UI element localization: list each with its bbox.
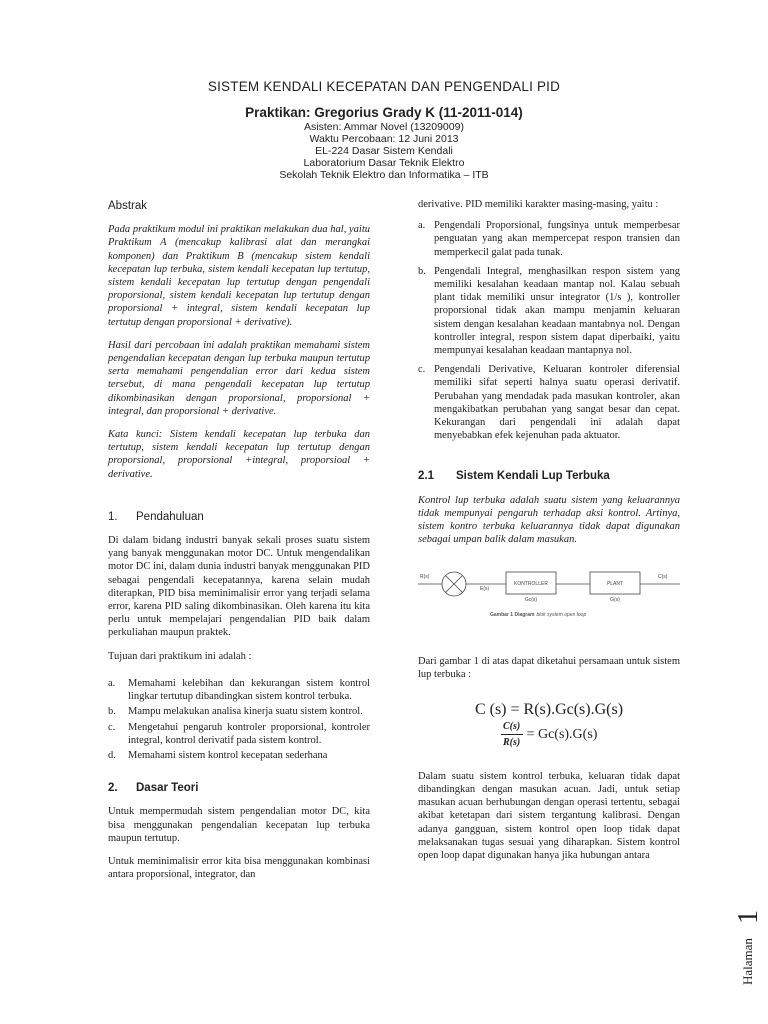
section-2-heading [108, 782, 370, 795]
figure-caption: Gambar 1 Diagram blok system open loop [490, 612, 587, 619]
abstract-paragraph-2: Hasil dari percobaan ini adalah praktikan memahami sistem pengendalian kecepatan dengan lup terbuka maupun tertutup serta memahami pengendalian error dari kedua sistem tersebut, di mana pengendali kecepatan lup tertutup dikombinasikan dengan proporsional, proporsional + integral, dan proporsional + derivative. [108, 339, 370, 417]
g-label: G(s) [610, 597, 620, 604]
output-label: C(s) [658, 574, 668, 581]
left-column [108, 200, 370, 891]
controller-label: KONTROLLER [514, 581, 548, 588]
list-item: d. Memahami sistem kontrol kecepatan sederhana [108, 749, 328, 761]
theory-paragraph-1: Untuk mempermudah sistem pengendalian motor DC, kita bisa menggunakan pengendalian kecepatan lup terbuka maupun tertutup. [108, 806, 370, 844]
assistant-line: Asisten: Ammar Novel (13209009) [304, 121, 464, 133]
goals-intro: Tujuan dari praktikum ini adalah : [108, 650, 252, 662]
list-item: b. Mampu melakukan analisa kinerja suatu sistem kontrol. [108, 706, 363, 718]
gc-label: Gc(s) [524, 597, 538, 604]
plant-label: PLANT [606, 581, 624, 588]
pid-list [418, 219, 680, 442]
list-item: c. Mengetahui pengaruh kontroler proporsional, kontroler integral, kontrol derivatif pada sistem kontrol. [108, 721, 370, 746]
school-line: Sekolah Teknik Elektro dan Informatika – ITB [279, 169, 489, 181]
section-1-title: Pendahuluan [136, 510, 204, 523]
equation-2: $\frac{C(s)}{R(s)}$ = Gc(s).G(s) [418, 720, 680, 749]
course-line: EL-224 Dasar Sistem Kendali [315, 145, 453, 157]
equation-1: C (s) = R(s).Gc(s).G(s) [474, 701, 624, 719]
list-item: c. Pengendali Derivative, Keluaran kontroler diferensial memiliki sifat seperti halnya suatu operasi derivatif. Perubahan yang mendadak pada masukan kontroler, akan mengakibatkan perubahan yang sangat besar dan cepat. Kekurangan dari pengendali ini adalah dapat menyebabkan efek kejenuhan pada aktuator. [418, 364, 680, 442]
page-label: Halaman [740, 938, 755, 985]
section-2-1-title: Sistem Kendali Lup Terbuka [456, 470, 610, 483]
right-column [418, 198, 680, 872]
theory-paragraph-2: Untuk meminimalisir error kita bisa menggunakan kombinasi antara proporsional, integrator, dan [108, 855, 370, 881]
date-line: Waktu Percobaan: 12 Juni 2013 [309, 133, 459, 145]
goals-list [108, 677, 370, 762]
abstract-heading: Abstrak [108, 200, 147, 212]
pid-intro: derivative. PID memiliki karakter masing-masing, yaitu : [418, 199, 659, 210]
list-item: a. Memahami kelebihan dan kekurangan sistem kontrol lingkar tertutup dibandingkan sistem kontrol terbuka. [108, 677, 370, 703]
keywords: Kata kunci: Sistem kendali kecepatan lup terbuka dan tertutup, sistem kendali kecepatan lup tertutup dengan proporsional, proporsional +integral, proporsioal + derivative. [108, 429, 370, 480]
abstract-paragraph-1: Pada praktikum modul ini praktikan melakukan dua hal, yaitu Praktikum A (mencakup kalibrasi alat dan merangkai komponen) dan Praktikum B (mencakup sistem kendali kecepatan lup terbuka, sistem kendali kecepatan lup tertutup, sistem kendali kecepatan lup tertutup dengan pengendali proporsional, sistem kendali kecepatan lup tertutup dengan proporsional + integral, sistem kendali kecepatan lup tertutup dengan proporsional + derivative). [108, 224, 370, 328]
page-number: 1 [733, 910, 764, 924]
section-2-1-heading [418, 470, 680, 483]
intro-paragraph: Di dalam bidang industri banyak sekali proses suatu sistem yang banyak menggunakan motor DC. Untuk mengendalikan motor DC ini, dalam dunia industri banyak menggunakan PID sebagai pengendali kecepatannya, karena selain mudah diterapkan, PID bisa meminimalisir error yang terjadi selama error, karena PID saling dikombinasikan. Oleh karena itu kita perlu untuk mempelajari pengendalian PID baik dalam perkuliahan maupun praktek. [108, 535, 370, 639]
open-loop-block-diagram [418, 564, 680, 622]
author-info [0, 121, 768, 181]
author-line: Praktikan: Gregorius Grady K (11-2011-014) [245, 105, 523, 120]
section-2-number: 2. [108, 782, 118, 795]
list-item: a. Pengendali Proporsional, fungsinya untuk memperbesar penguatan yang akan mempercepat respon transien dan memperkecil galat pada tunak. [418, 220, 680, 258]
open-loop-paragraph: Kontrol lup terbuka adalah suatu sistem yang keluarannya tidak mempunyai pengaruh terhadap aksi kontrol. Artinya, sistem kontro terbuka keluarannya tidak dapat digunakan sebagai umpan balik dalam masukan. [418, 494, 680, 546]
section-1-heading [108, 511, 370, 524]
input-label: R(s) [420, 574, 430, 581]
transfer-fraction: $\frac{C(s)}{R(s)}$ [501, 720, 523, 749]
paper-title: SISTEM KENDALI KECEPATAN DAN PENGENDALI PID [207, 79, 561, 94]
section-2-title: Dasar Teori [136, 782, 199, 795]
lab-line: Laboratorium Dasar Teknik Elektro [303, 157, 465, 169]
section-1-number: 1. [108, 510, 118, 523]
equation-intro: Dari gambar 1 di atas dapat diketahui persamaan untuk sistem lup terbuka : [418, 655, 680, 680]
list-item: b. Pengendali Integral, menghasilkan respon sistem yang memiliki kesalahan keadaan mantap nol. Kalau sebuah plant tidak memiliki unsur integrator (1/s ), kontroller proporsional tidak akan mampu menjamin keluaran sistem dengan kesalahan keadaan mantabnya nol. Dengan kontroller integral, respon sistem dapat diperbaiki, yaitu mempunyai kesalahan keadaan mantapnya nol. [418, 265, 680, 357]
error-label: E(s) [480, 586, 490, 593]
page-footer [722, 880, 764, 990]
section-2-1-number: 2.1 [418, 470, 434, 483]
open-loop-explanation: Dalam suatu sistem kontrol terbuka, keluaran tidak dapat dibandingkan dengan masukan acuan. Jadi, untuk setiap masukan acuan berhubungan dengan operasi tertentu, sebagai akibat ketetapan dari sistem tergantung kalibrasi. Dengan adanya gangguan, sistem kontrol open loop tidak dapat melaksanakan tugas sesuai yang diharapkan. Sistem kontrol open loop dapat digunakan hanya jika hubungan antara [418, 770, 680, 861]
